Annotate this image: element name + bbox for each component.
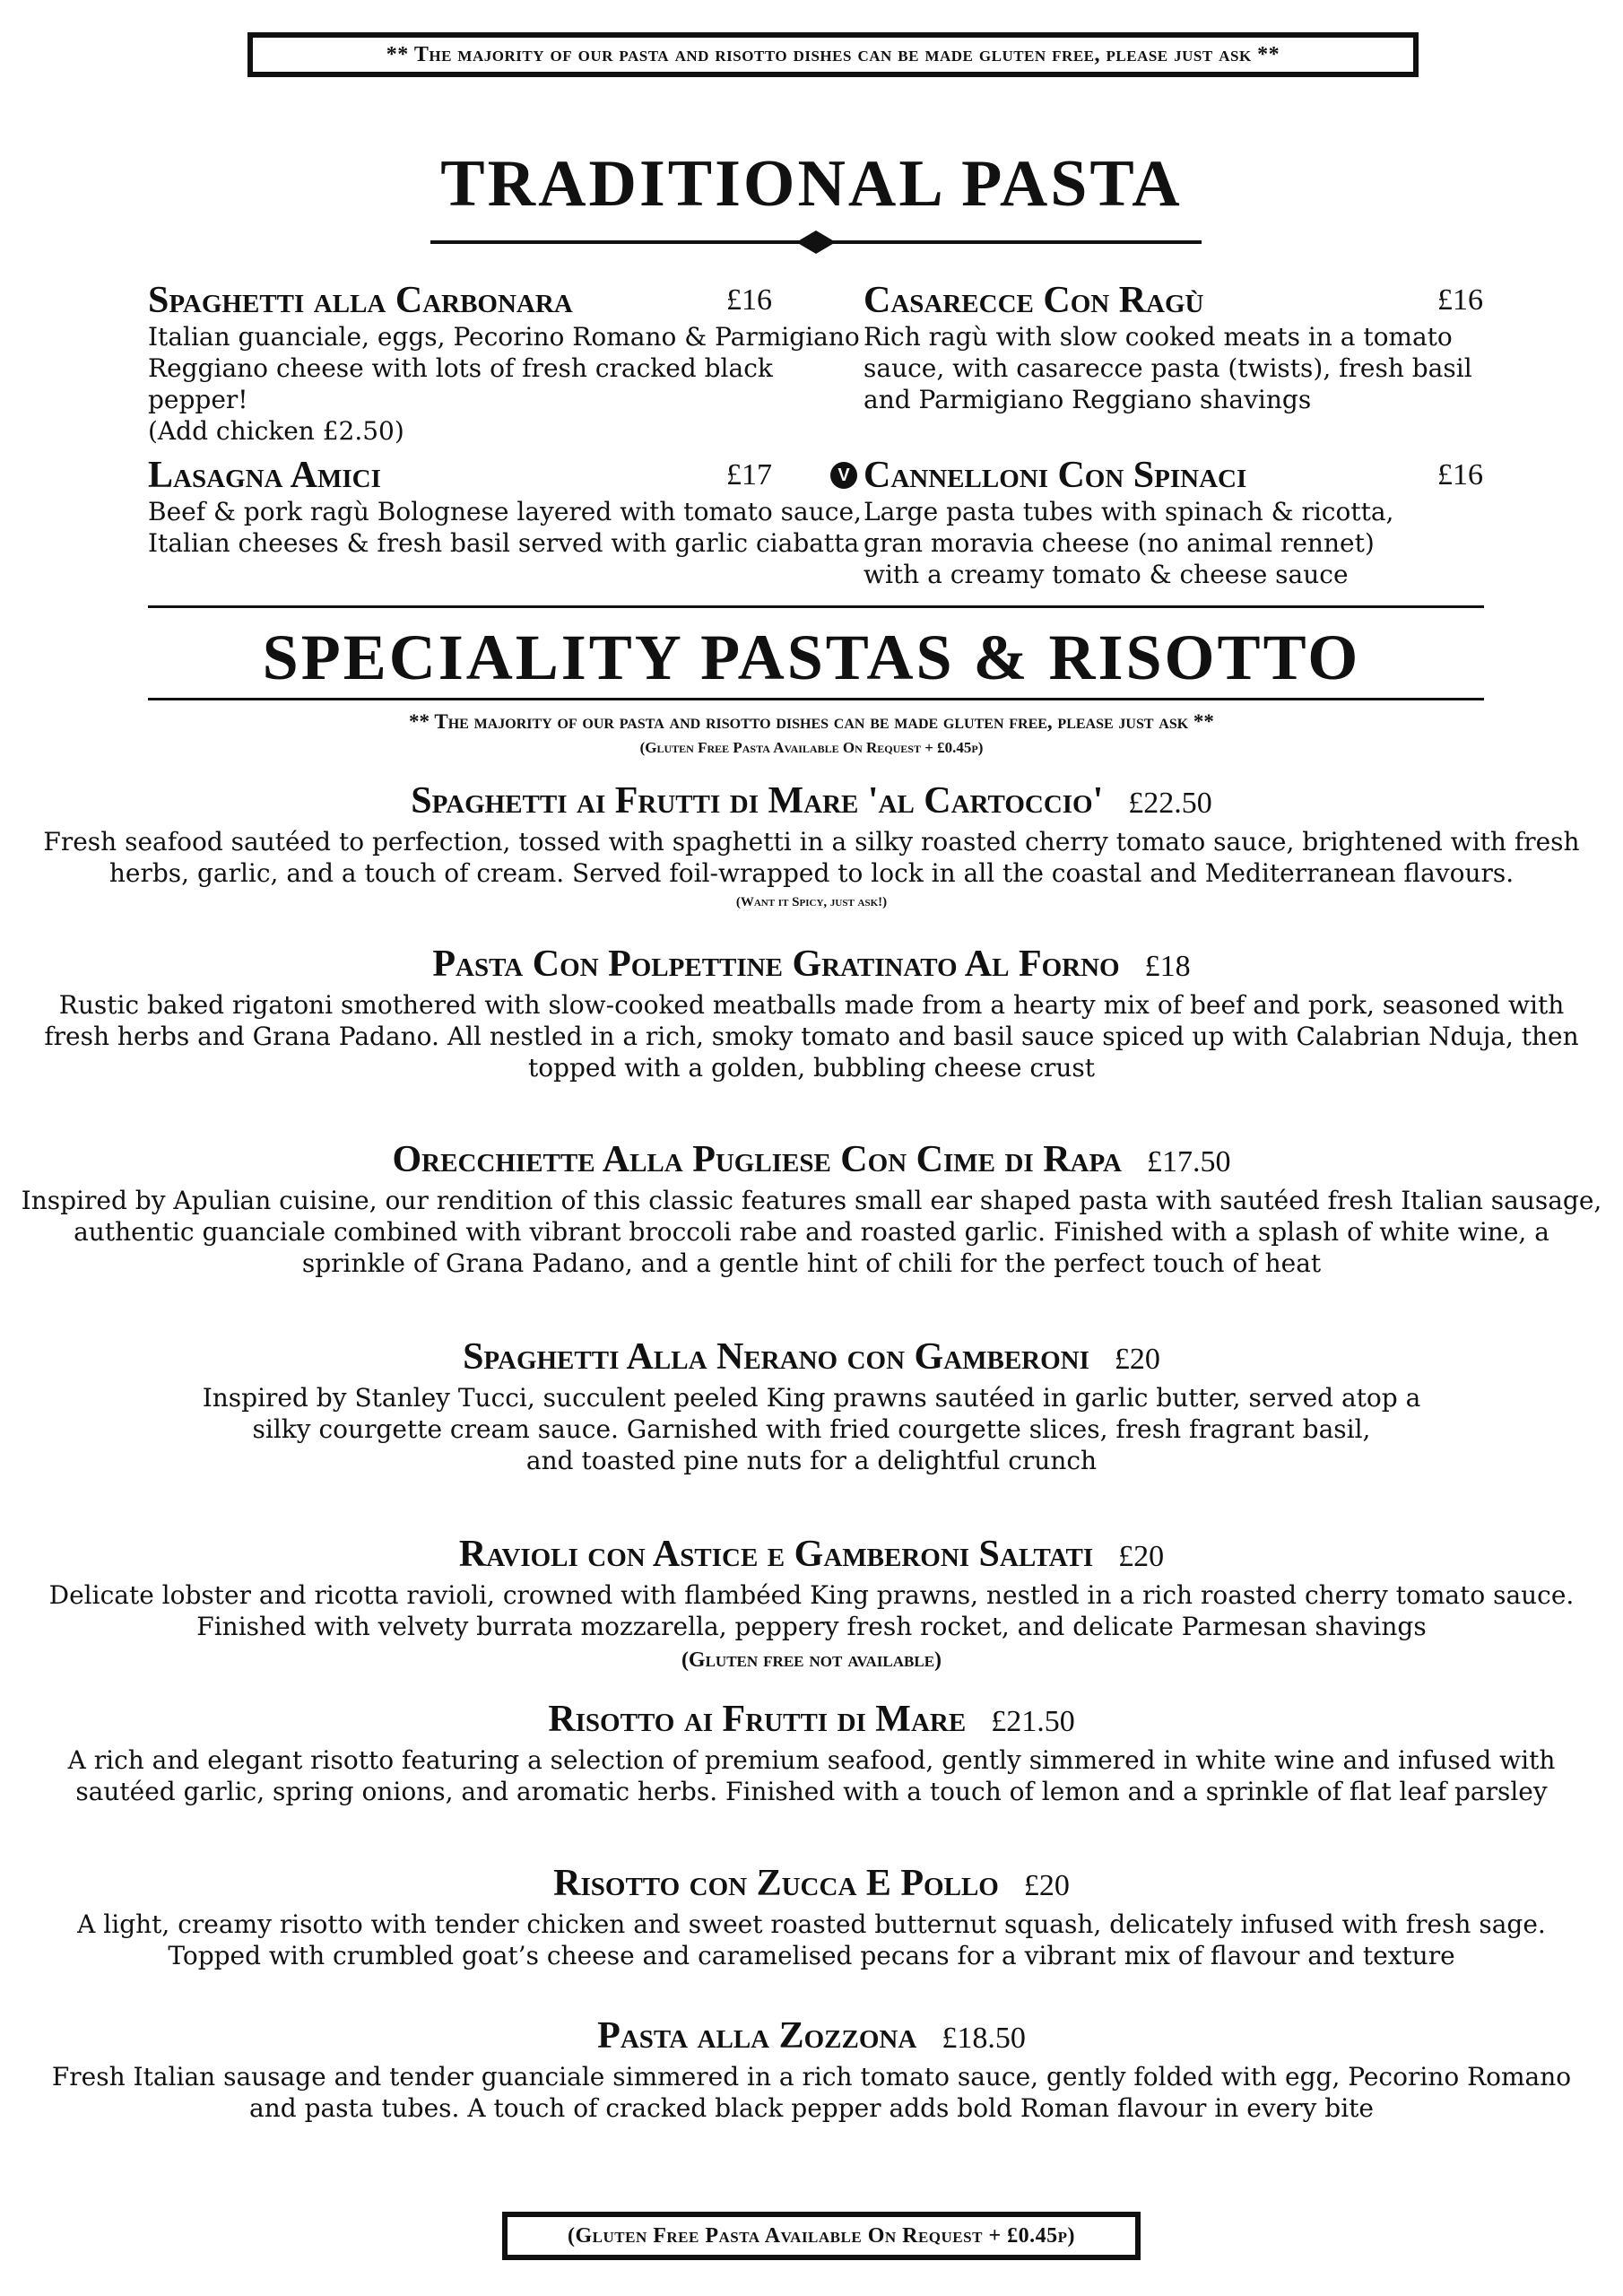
menu-item-price: £16 [726,283,772,317]
menu-item-price: £22.50 [1128,787,1212,820]
gluten-free-note-bottom: (Gluten Free Pasta Available On Request + £0.45p) [502,2212,1141,2260]
menu-item-orecchiette [0,1137,1623,1279]
vegetarian-icon: V [830,462,857,489]
menu-item-name: Spaghetti Alla Nerano con Gamberoni [463,1336,1089,1378]
menu-item-description: Inspired by Stanley Tucci, succulent peeled King prawns sautéed in garlic butter, served atop a silky courgette cream sauce. Garnished with fried courgette slices, fresh fragrant basil, and toasted pine nuts for a delightful crunch [202,1383,1421,1475]
menu-item-name: Spaghetti alla Carbonara [148,280,573,321]
menu-item-note: (Gluten free not available) [681,1648,942,1672]
menu-item-price: £20 [1118,1540,1165,1573]
menu-item-price: £21.50 [991,1705,1075,1738]
menu-item-zozzona [0,2013,1623,2124]
gluten-free-pasta-note: (Gluten Free Pasta Available On Request + £0.45p) [639,739,984,756]
menu-item-ravioli [0,1532,1623,1678]
menu-item-description: Delicate lobster and ricotta ravioli, crowned with flambéed King prawns, nestled in a rich roasted cherry tomato sauce. Finished with velvety burrata mozzarella, peppery fresh rocket, and delicate Parmesan shavings [48,1580,1575,1641]
menu-item-note: (Want it Spicy, just ask!) [735,895,888,909]
section-divider-bottom [148,698,1484,700]
menu-item-price: £20 [1023,1869,1070,1902]
gluten-free-note: ** The majority of our pasta and risotto dishes can be made gluten free, please just ask ** [409,710,1214,733]
menu-item-name: Risotto con Zucca E Pollo [553,1863,999,1904]
menu-item-price: £16 [1437,458,1483,491]
menu-item-name: Pasta alla Zozzona [597,2015,917,2057]
menu-item-name: Ravioli con Astice e Gamberoni Saltati [458,1534,1094,1575]
menu-item-risotto-frutti-di-mare [0,1697,1623,1807]
section-divider-top [148,605,1484,608]
gluten-free-note-top: ** The majority of our pasta and risotto dishes can be made gluten free, please just ask ** [247,32,1419,77]
menu-item-price: £18.50 [942,2022,1026,2055]
menu-item-name: Pasta Con Polpettine Gratinato Al Forno [432,944,1120,985]
menu-item-description: A light, creamy risotto with tender chicken and sweet roasted butternut squash, delicately infused with fresh sage. Topped with crumbled goat’s cheese and caramelised pecans for a vibrant mix of flavour and texture [77,1909,1546,1970]
menu-item-price: £17 [726,458,772,491]
traditional-pasta-title: TRADITIONAL PASTA [440,147,1183,221]
menu-item-polpettine [0,942,1623,1083]
speciality-title: SPECIALITY PASTAS & RISOTTO [262,622,1361,693]
menu-item-description: Inspired by Apulian cuisine, our rendition of this classic features small ear shaped pasta with sautéed fresh Italian sausage, authentic guanciale combined with vibrant broccoli rabe and roasted garlic. Finished with a splash of white wine, a sprinkle of Grana Padano, and a gentle hint of chili for the perfect touch of heat [21,1186,1602,1278]
menu-item-name: Lasagna Amici [148,455,381,496]
menu-item-price: £16 [1437,283,1483,317]
menu-item-description: Fresh seafood sautéed to perfection, tossed with spaghetti in a silky roasted cherry tomato sauce, brightened with fresh herbs, garlic, and a touch of cream. Served foil-wrapped to lock in all the coastal and Mediterranean flavours. [43,827,1580,888]
menu-item-description: Fresh Italian sausage and tender guanciale simmered in a rich tomato sauce, gently folded with egg, Pecorino Romano and pasta tubes. A touch of cracked black pepper adds bold Roman flavour in every bite [51,2062,1572,2123]
menu-item-risotto-zucca [0,1861,1623,1971]
menu-item-name: Risotto ai Frutti di Mare [548,1699,967,1740]
menu-item-description: Rustic baked rigatoni smothered with slow-cooked meatballs made from a hearty mix of beef and pork, seasoned with fresh herbs and Grana Padano. All nestled in a rich, smoky tomato and basil sauce spiced up with Calabrian Nduja, then topped with a golden, bubbling cheese crust [44,990,1579,1083]
menu-item-name: Casarecce Con Ragù [864,280,1204,321]
menu-item-price: £18 [1144,950,1191,983]
ornamental-divider [430,229,1202,256]
menu-item-price: £17.50 [1146,1145,1231,1178]
menu-item-price: £20 [1114,1343,1160,1376]
menu-item-name: Orecchiette Alla Pugliese Con Cime di Rapa [392,1139,1122,1180]
menu-item-name: Spaghetti ai Frutti di Mare 'al Cartoccio' [411,780,1104,822]
menu-item-frutti-di-mare-cartoccio [0,778,1623,916]
menu-item-description: Beef & pork ragù Bolognese layered with tomato sauce, Italian cheeses & fresh basil served with garlic ciabatta [148,497,862,558]
menu-item-description: Rich ragù with slow cooked meats in a tomato sauce, with casarecce pasta (twists), fresh basil and Parmigiano Reggiano shavings [864,322,1472,414]
menu-item-nerano [0,1335,1623,1476]
menu-item-name: Cannelloni Con Spinaci [864,455,1247,496]
menu-item-description: Large pasta tubes with spinach & ricotta, gran moravia cheese (no animal rennet) with a creamy tomato & cheese sauce [864,497,1394,589]
menu-item-description: A rich and elegant risotto featuring a selection of premium seafood, gently simmered in white wine and infused with sautéed garlic, spring onions, and aromatic herbs. Finished with a touch of lemon and a sprinkle of flat leaf parsley [67,1745,1556,1806]
menu-item-description: Italian guanciale, eggs, Pecorino Romano & Parmigiano Reggiano cheese with lots of fresh cracked black pepper! (Add chicken £2.50) [148,322,860,446]
